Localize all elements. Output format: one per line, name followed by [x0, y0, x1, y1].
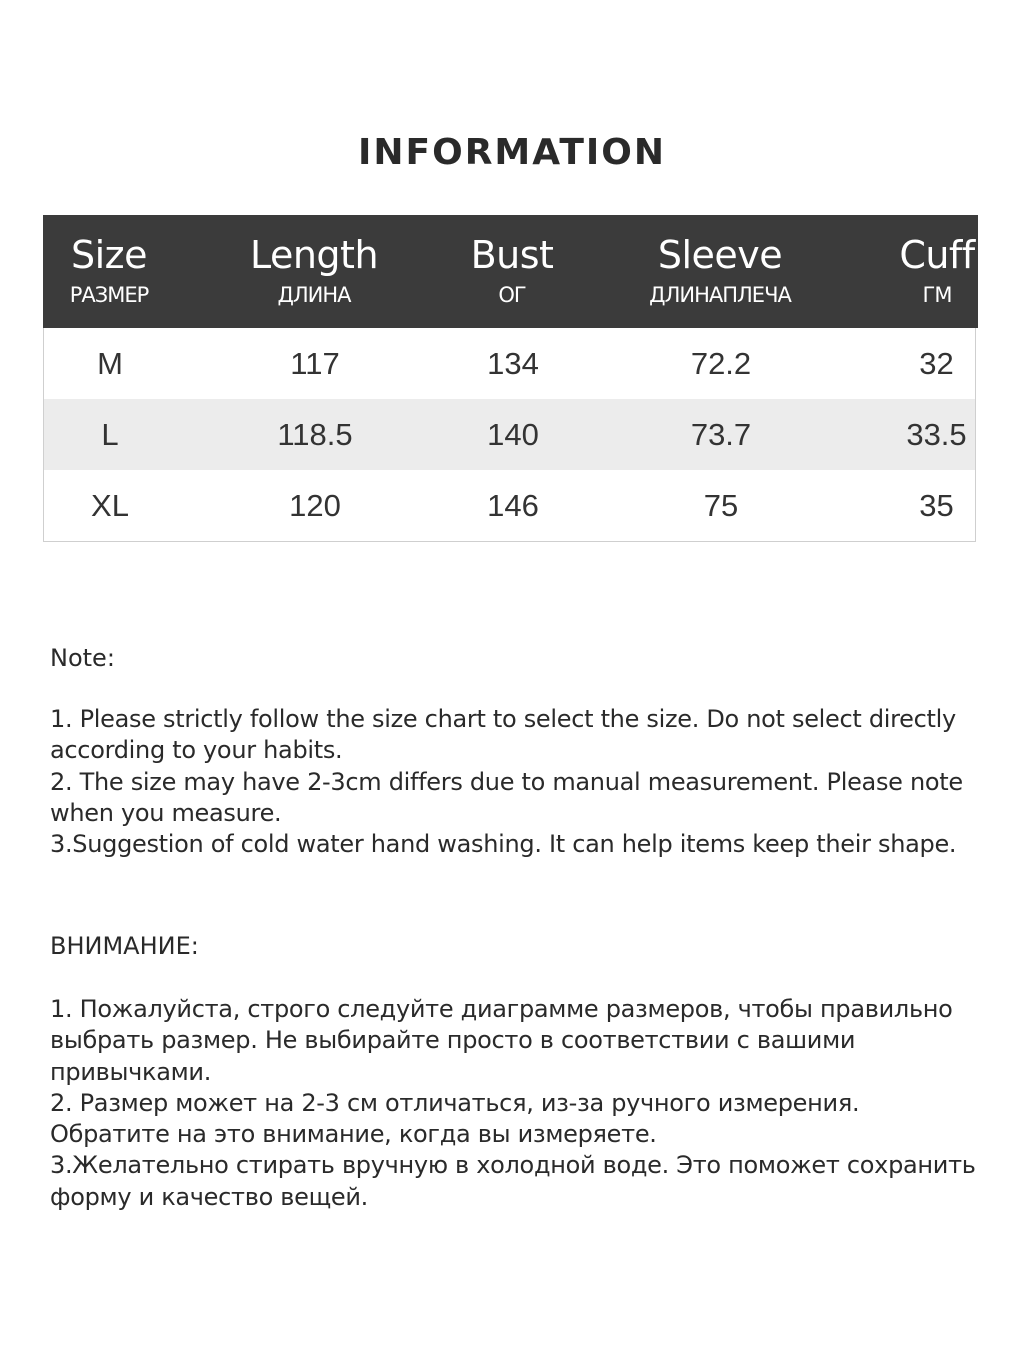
header-label-ru: ДЛИНАПЛЕЧА [649, 283, 791, 307]
header-label-ru: ОГ [498, 283, 526, 307]
header-label-en: Size [70, 233, 147, 277]
table-row [44, 328, 975, 399]
note-line: 2. The size may have 2-3cm differs due to manual measurement. Please note when you measure. [50, 767, 963, 827]
cell-size: L [101, 416, 119, 452]
header-label-en: Length [249, 233, 379, 277]
cell-size: XL [91, 487, 129, 523]
header-label-ru: ДЛИНА [277, 283, 351, 307]
cell-cuff: 33.5 [906, 416, 967, 452]
header-cuff [869, 215, 977, 328]
note-line: 1. Пожалуйста, строго следуйте диаграмме размеров, чтобы правильно выбрать размер. Не выбирайте просто в соответствии с вашими привычками. [50, 995, 953, 1086]
table-row [44, 399, 975, 470]
header-label-en: Bust [470, 233, 554, 277]
cell-bust: 134 [487, 345, 539, 381]
header-label-en: Sleeve [657, 233, 783, 277]
note-line: 3.Желательно стирать вручную в холодной воде. Это поможет сохранить форму и качество вещей. [50, 1151, 976, 1211]
note-body [50, 704, 980, 860]
cell-sleeve: 75 [703, 487, 739, 523]
table-header [43, 215, 978, 328]
cell-bust: 140 [487, 416, 539, 452]
page-title: INFORMATION [357, 132, 666, 173]
header-label-en: Cuff [899, 233, 975, 277]
note-line: 2. Размер может на 2-3 см отличаться, из-за ручного измерения. Обратите на это внимание, когда вы измеряете. [50, 1088, 860, 1149]
note-russian [50, 930, 980, 1213]
note-line: 1. Please strictly follow the size chart to select the size. Do not select directly according to your habits. [50, 705, 956, 765]
cell-cuff: 35 [919, 487, 954, 523]
header-bust [453, 215, 571, 328]
header-label-ru: ГМ [922, 283, 952, 307]
table-row [44, 470, 975, 541]
cell-length: 120 [289, 487, 341, 523]
cell-length: 117 [290, 345, 340, 381]
header-size [43, 215, 175, 328]
note-english [50, 642, 980, 860]
header-length [175, 215, 453, 328]
note-heading: ВНИМАНИЕ: [50, 932, 199, 960]
cell-length: 118.5 [277, 416, 353, 452]
header-label-ru: РАЗМЕР [69, 283, 149, 307]
cell-sleeve: 73.7 [690, 416, 752, 452]
cell-cuff: 32 [919, 345, 954, 381]
header-sleeve [571, 215, 869, 328]
note-line: 3.Suggestion of cold water hand washing. It can help items keep their shape. [50, 830, 957, 859]
note-body [50, 994, 980, 1213]
size-table [43, 215, 976, 542]
cell-sleeve: 72.2 [690, 345, 752, 381]
cell-bust: 146 [487, 487, 539, 523]
cell-size: M [97, 345, 123, 381]
note-heading: Note: [50, 644, 115, 672]
